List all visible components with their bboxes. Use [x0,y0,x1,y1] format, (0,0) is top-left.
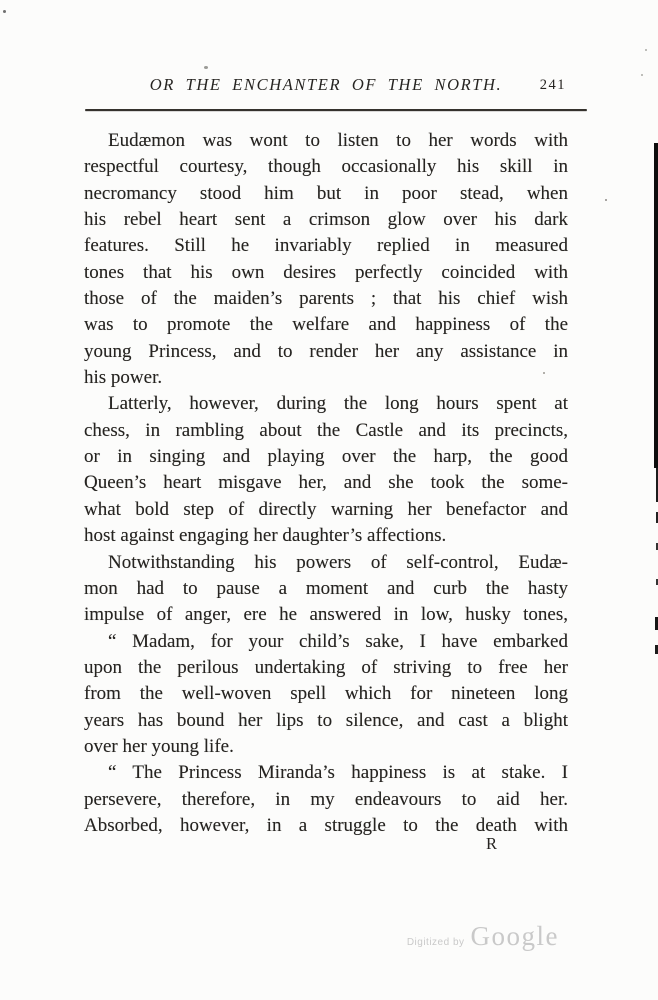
paragraph-2-line-4: Queen’s heart misgave her, and she took the some- [84,472,568,494]
paragraph-2-line-3: or in singing and playing over the harp, the good [84,446,568,468]
paragraph-5-line-2: persevere, therefore, in my endeavours to aid her. [84,788,568,810]
text-block [84,128,568,839]
paragraph-1-line-8: was to promote the welfare and happiness of the [84,314,568,336]
paragraph-1-line-5: features. Still he invariably replied in measured [84,235,568,257]
header-rule [85,109,587,111]
paragraph-3-line-2: mon had to pause a moment and curb the hasty [84,577,568,599]
scan-speck [543,372,545,374]
scan-speck [204,66,208,69]
scan-speck [605,199,607,201]
paragraph-1-line-4: his rebel heart sent a crimson glow over his dark [84,209,568,231]
digitization-watermark [407,921,559,952]
paragraph-1-line-3: necromancy stood him but in poor stead, when [84,182,568,204]
running-head [85,72,567,98]
paragraph-1-line-6: tones that his own desires perfectly coincided with [84,261,568,283]
paragraph-2-line-6: host against engaging her daughter’s affections. [84,525,447,547]
scan-speck [641,74,643,76]
paragraph-1-line-7: those of the maiden’s parents ; that his chief wish [84,288,568,310]
paragraph-2-line-1: Latterly, however, during the long hours spent at [108,393,568,415]
paragraph-3-line-3: impulse of anger, ere he answered in low, husky tones, [84,604,568,626]
paragraph-3-line-1: Notwithstanding his powers of self-control, Eudæ- [108,551,568,573]
paragraph-1-line-9: young Princess, and to render her any assistance in [84,340,568,362]
paragraph-1-line-10: his power. [84,367,163,389]
paragraph-4-line-5: over her young life. [84,735,234,757]
paragraph-1-line-1: Eudæmon was wont to listen to her words with [108,130,568,151]
paragraph-2-line-2: chess, in rambling about the Castle and its precincts, [84,419,568,441]
paragraph-4-line-3: from the well-woven spell which for nineteen long [84,683,568,705]
scan-speck [3,10,6,13]
paragraph-5-line-1: “ The Princess Miranda’s happiness is at stake. I [108,762,568,784]
paragraph-4-line-2: upon the perilous undertaking of striving to free her [84,656,568,678]
paragraph-1-line-2: respectful courtesy, though occasionally his skill in [84,156,568,178]
watermark-prefix: Digitized by [406,937,465,948]
paragraph-2-line-5: what bold step of directly warning her benefactor and [84,498,568,520]
paragraph-5-line-3: Absorbed, however, in a struggle to the death with [84,814,568,836]
page-title: OR THE ENCHANTER OF THE NORTH. [149,75,503,94]
scan-speck [645,49,647,51]
google-logo: Google [470,921,559,951]
signature-mark: R [485,834,498,853]
scan-artifact-right-edge [654,143,658,468]
page-number: 241 [539,77,566,93]
paragraph-4-line-4: years has bound her lips to silence, and cast a blight [84,709,568,731]
paragraph-4-line-1: “ Madam, for your child’s sake, I have embarked [108,630,568,652]
